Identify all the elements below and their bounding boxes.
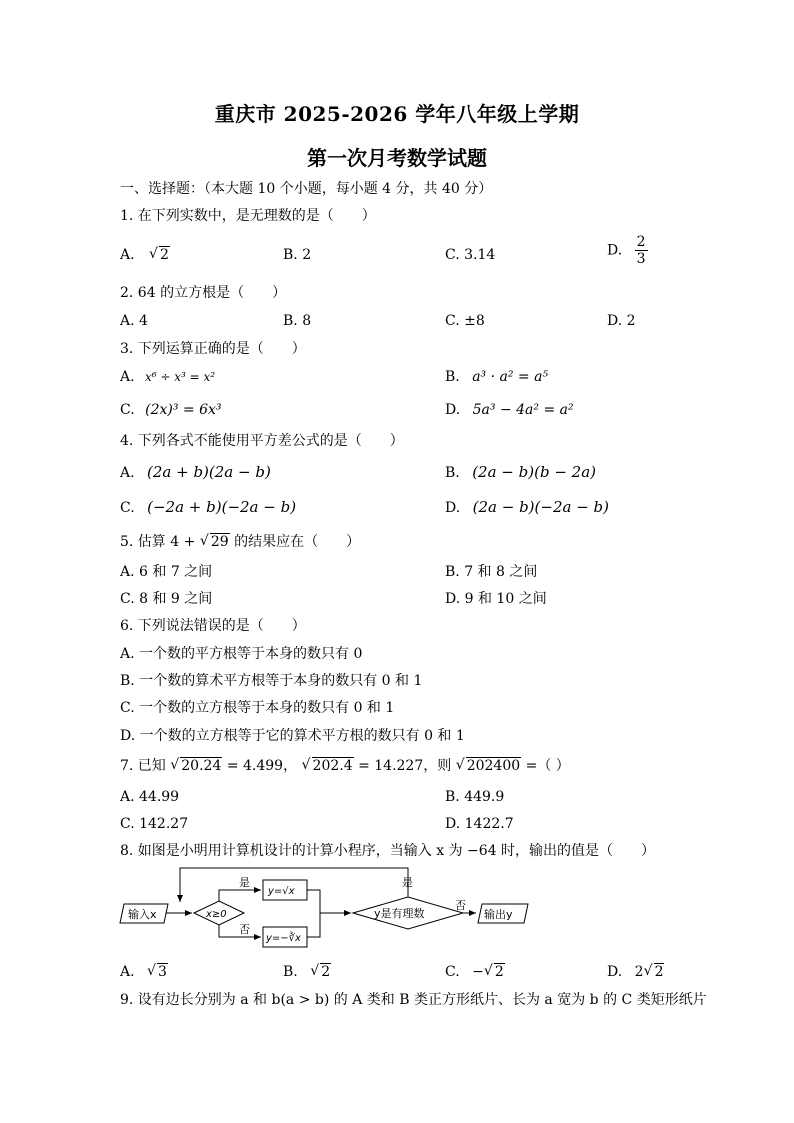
q7-option-c: C. 142.27 — [120, 816, 189, 832]
q7-stem-pre: 7. 已知 — [120, 758, 166, 774]
q4-c-expr: (−2a + b)(−2a − b) — [147, 498, 297, 516]
q7-value-2: = 14.227，则 — [358, 758, 452, 774]
q2-option-a: A. 4 — [120, 313, 148, 329]
q8-d-label: D. — [607, 964, 623, 980]
q8-option-c — [445, 963, 505, 981]
q8-c-label: C. — [445, 964, 460, 980]
q4-option-a — [120, 463, 271, 482]
q5-option-d: D. 9 和 10 之间 — [445, 591, 547, 607]
q1-a-radicand: 2 — [160, 247, 169, 263]
q3-option-d — [445, 401, 574, 419]
cbrt-box-label: y=−∛x — [266, 933, 301, 944]
q8-d-sqrt — [644, 963, 665, 981]
q4-b-expr: (2a − b)(b − 2a) — [472, 463, 596, 481]
q1-d-denominator: 3 — [636, 251, 646, 267]
q8-c-prefix: − — [472, 964, 484, 980]
q5-option-c: C. 8 和 9 之间 — [120, 591, 213, 607]
yes-label-top: 是 — [239, 876, 250, 889]
q4-a-expr: (2a + b)(2a − b) — [147, 463, 271, 481]
no-label-bottom: 否 — [239, 923, 250, 936]
q8-d-prefix: 2 — [634, 964, 644, 980]
q2-option-d: D. 2 — [607, 313, 636, 329]
condition-label: x≥0 — [206, 909, 227, 920]
q7-sqrt-2 — [302, 757, 354, 775]
q6-option-d: D. 一个数的立方根等于它的算术平方根的数只有 0 和 1 — [120, 728, 465, 744]
q1-option-b: B. 2 — [283, 247, 312, 263]
q4-d-label: D. — [445, 500, 461, 516]
q4-d-expr: (2a − b)(−2a − b) — [472, 498, 610, 516]
q8-stem: 8. 如图是小明用计算机设计的计算小程序，当输入 x 为 −64 时，输出的值是（ ） — [120, 843, 656, 859]
q4-stem: 4. 下列各式不能使用平方差公式的是（ ） — [120, 433, 404, 449]
q3-b-expr: a³ · a² = a⁵ — [472, 369, 549, 385]
q3-d-label: D. — [445, 402, 461, 418]
q8-c-sqrt — [484, 963, 505, 981]
q2-stem: 2. 64 的立方根是（ ） — [120, 285, 287, 301]
q5-stem-post: 的结果应在（ ） — [234, 534, 361, 550]
q4-c-label: C. — [120, 500, 135, 516]
exam-subtitle: 第一次月考数学试题 — [307, 146, 487, 170]
q7-sqrt-1 — [170, 757, 222, 775]
q8-a-label: A. — [120, 964, 135, 980]
q1-d-numerator: 2 — [636, 234, 646, 250]
q9-stem: 9. 设有边长分别为 a 和 b(a > b) 的 A 类和 B 类正方形纸片、长为 a 宽为 b 的 C 类矩形纸片 — [120, 992, 707, 1008]
q6-option-c: C. 一个数的立方根等于本身的数只有 0 和 1 — [120, 700, 395, 716]
merge-line — [307, 890, 320, 937]
q5-option-a: A. 6 和 7 之间 — [120, 564, 213, 580]
q7-stem — [120, 757, 570, 775]
q8-a-radicand: 3 — [158, 964, 167, 980]
q8-option-d — [607, 963, 664, 981]
q5-stem-expr: 4 + — [170, 534, 196, 550]
output-label: 输出y — [484, 908, 513, 921]
q1-option-a — [120, 246, 170, 264]
q3-a-expr: x⁶ ÷ x³ = x² — [145, 370, 216, 384]
q1-option-d — [607, 234, 648, 267]
q7-radicand-1: 20.24 — [181, 758, 222, 774]
input-label: 输入x — [128, 908, 157, 921]
q8-c-radicand: 2 — [494, 964, 504, 980]
q7-option-b: B. 449.9 — [445, 789, 505, 805]
q3-c-label: C. — [120, 402, 135, 418]
q1-option-c: C. 3.14 — [445, 247, 496, 263]
q7-sqrt-3 — [456, 757, 521, 775]
q6-option-a: A. 一个数的平方根等于本身的数只有 0 — [120, 646, 363, 662]
q1-a-label: A. — [120, 247, 135, 263]
q7-stem-post: =（ ） — [525, 758, 570, 774]
q6-stem: 6. 下列说法错误的是（ ） — [120, 618, 306, 634]
decision-label: y是有理数 — [374, 907, 425, 920]
q5-option-b: B. 7 和 8 之间 — [445, 564, 538, 580]
q3-option-a — [120, 368, 215, 386]
q6-option-b: B. 一个数的算术平方根等于本身的数只有 0 和 1 — [120, 673, 423, 689]
q5-radicand: 29 — [210, 534, 229, 550]
q5-stem — [120, 533, 360, 551]
loop-yes-label: 是 — [402, 876, 413, 889]
q3-stem: 3. 下列运算正确的是（ ） — [120, 341, 306, 357]
q4-a-label: A. — [120, 465, 135, 481]
q8-d-radicand: 2 — [654, 964, 664, 980]
q2-option-c: C. ±8 — [445, 313, 485, 329]
q3-b-label: B. — [445, 369, 460, 385]
q1-d-fraction — [635, 234, 648, 267]
q4-option-c — [120, 498, 296, 517]
q3-d-expr: 5a³ − 4a² = a² — [472, 402, 574, 418]
arrow-yes — [219, 890, 261, 901]
q7-value-1: = 4.499， — [226, 758, 298, 774]
q8-a-sqrt — [147, 963, 168, 981]
q1-d-label: D. — [607, 242, 623, 259]
q5-stem-pre: 5. 估算 — [120, 534, 166, 550]
q8-b-sqrt — [310, 963, 331, 981]
q7-radicand-2: 202.4 — [312, 758, 353, 774]
q5-sqrt — [200, 533, 230, 551]
q3-option-c — [120, 401, 222, 419]
sqrt-box-label: y=√x — [268, 886, 295, 897]
exam-title: 重庆市 2025-2026 学年八年级上学期 — [214, 102, 580, 126]
q4-option-d — [445, 498, 609, 517]
q7-option-d: D. 1422.7 — [445, 816, 514, 832]
q7-option-a: A. 44.99 — [120, 789, 180, 805]
right-no-label: 否 — [455, 899, 466, 912]
section-heading: 一、选择题：（本大题 10 个小题，每小题 4 分，共 40 分） — [120, 181, 493, 197]
q4-option-b — [445, 463, 596, 482]
q3-a-label: A. — [120, 369, 135, 385]
q4-b-label: B. — [445, 465, 460, 481]
q3-c-expr: (2x)³ = 6x³ — [145, 402, 222, 418]
q3-option-b — [445, 368, 548, 386]
q2-option-b: B. 8 — [283, 313, 312, 329]
q1-a-sqrt — [149, 246, 170, 264]
q1-stem: 1. 在下列实数中，是无理数的是（ ） — [120, 208, 376, 224]
q8-b-radicand: 2 — [321, 964, 331, 980]
q7-radicand-3: 202400 — [466, 758, 521, 774]
q8-option-b — [283, 963, 331, 981]
q8-option-a — [120, 963, 168, 981]
q8-b-label: B. — [283, 964, 298, 980]
program-flowchart — [118, 864, 538, 954]
